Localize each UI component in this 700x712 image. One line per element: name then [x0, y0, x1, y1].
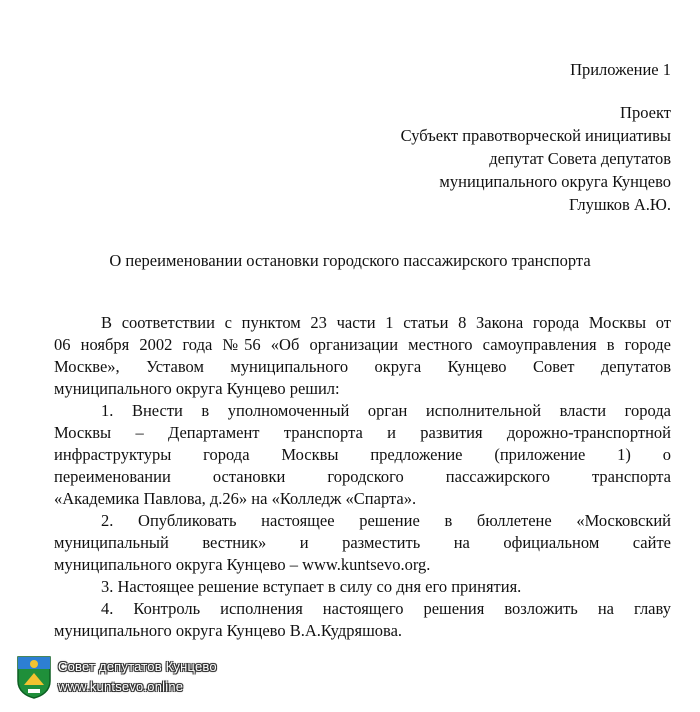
watermark-url: www.kuntsevo.online	[58, 679, 184, 694]
body-line: Москвы – Департамент транспорта и развития дорожно-транспортной	[54, 423, 671, 442]
header-line-project: Проект	[620, 103, 671, 122]
header-line-deputy: депутат Совета депутатов	[489, 149, 671, 168]
body-line: 1. Внести в уполномоченный орган исполнительной власти города	[101, 401, 671, 420]
header-line-name: Глушков А.Ю.	[569, 195, 671, 214]
document-body	[54, 312, 671, 642]
body-line: Москве», Уставом муниципального округа Кунцево Совет депутатов	[54, 357, 671, 376]
body-line: муниципального округа Кунцево – www.kuntsevo.org.	[54, 555, 431, 574]
body-line: В соответствии с пунктом 23 части 1 статьи 8 Закона города Москвы от	[101, 313, 671, 332]
body-line: муниципального округа Кунцево решил:	[54, 379, 340, 398]
body-line: 06 ноября 2002 года №56 «Об организации местного самоуправления в городе	[54, 335, 671, 354]
document-title: О переименовании остановки городского пассажирского транспорта	[109, 251, 591, 270]
body-line: «Академика Павлова, д.26» на «Колледж «Спарта».	[54, 489, 417, 508]
watermark-title: Совет депутатов Кунцево	[58, 659, 217, 674]
header-line-subject: Субъект правотворческой инициативы	[400, 126, 671, 145]
body-line: 4. Контроль исполнения настоящего решения возложить на главу	[101, 599, 671, 618]
header-line-district: муниципального округа Кунцево	[439, 172, 671, 191]
appendix-label: Приложение 1	[570, 60, 671, 79]
body-line: переименовании остановки городского пассажирского транспорта	[54, 467, 671, 486]
body-line: 3. Настоящее решение вступает в силу со дня его принятия.	[101, 577, 522, 596]
body-line: муниципального округа Кунцево В.А.Кудряшова.	[54, 621, 403, 640]
kuntsevo-coat-of-arms-icon	[16, 655, 52, 699]
watermark	[16, 655, 276, 701]
body-line: муниципальный вестник» и разместить на официальном сайте	[54, 533, 671, 552]
body-line: 2. Опубликовать настоящее решение в бюллетене «Московский	[101, 511, 671, 530]
body-line: инфраструктуры города Москвы предложение (приложение 1) о	[54, 445, 671, 464]
